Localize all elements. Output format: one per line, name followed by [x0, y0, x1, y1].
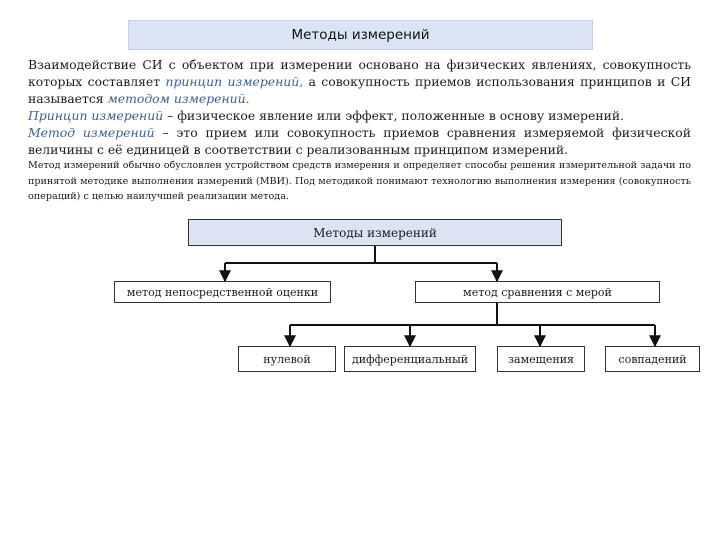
node-label: Методы измерений	[313, 225, 437, 240]
node-substitution-method	[497, 346, 585, 372]
term-method: методом измерений.	[107, 91, 250, 106]
paragraph-text: а совокупность приемов использования принципов и СИ называется	[28, 74, 691, 106]
node-label: метод непосредственной оценки	[126, 285, 319, 299]
node-label: дифференциальный	[351, 352, 469, 366]
node-comparison-with-measure	[415, 281, 660, 303]
page-title-text: Методы измерений	[291, 27, 430, 43]
definition-text: – физическое явление или эффект, положенные в основу измерений.	[163, 108, 625, 123]
definition-text: – это прием или совокупность приемов сравнения измеряемой физической величины с её единицей в соответствии с реализованным принципом измерений.	[28, 125, 691, 157]
diagram-root-node	[188, 219, 562, 246]
node-label: нулевой	[263, 352, 311, 366]
node-coincidence-method	[605, 346, 700, 372]
node-null-method	[238, 346, 336, 372]
paragraph-text: Взаимодействие СИ с объектом при измерении основано на физических явлениях, совокупность которых составляет	[28, 57, 691, 89]
term-principle: Принцип измерений	[28, 108, 164, 123]
paragraph-methodology: Метод измерений обычно обусловлен устройством средств измерения и определяет способы решения измерительной задачи по принятой методике выполнения измерений (МВИ). Под методикой понимают технологию выполнения измерения (совокупность операций) с целью наилучшей реализации метода.	[28, 160, 691, 202]
node-direct-assessment	[114, 281, 331, 303]
node-label: замещения	[508, 352, 574, 366]
term-principle: принцип измерений,	[165, 74, 304, 89]
node-label: метод сравнения с мерой	[463, 285, 612, 299]
node-differential-method	[344, 346, 476, 372]
node-label: совпадений	[618, 352, 687, 366]
term-method: Метод измерений	[28, 125, 155, 140]
